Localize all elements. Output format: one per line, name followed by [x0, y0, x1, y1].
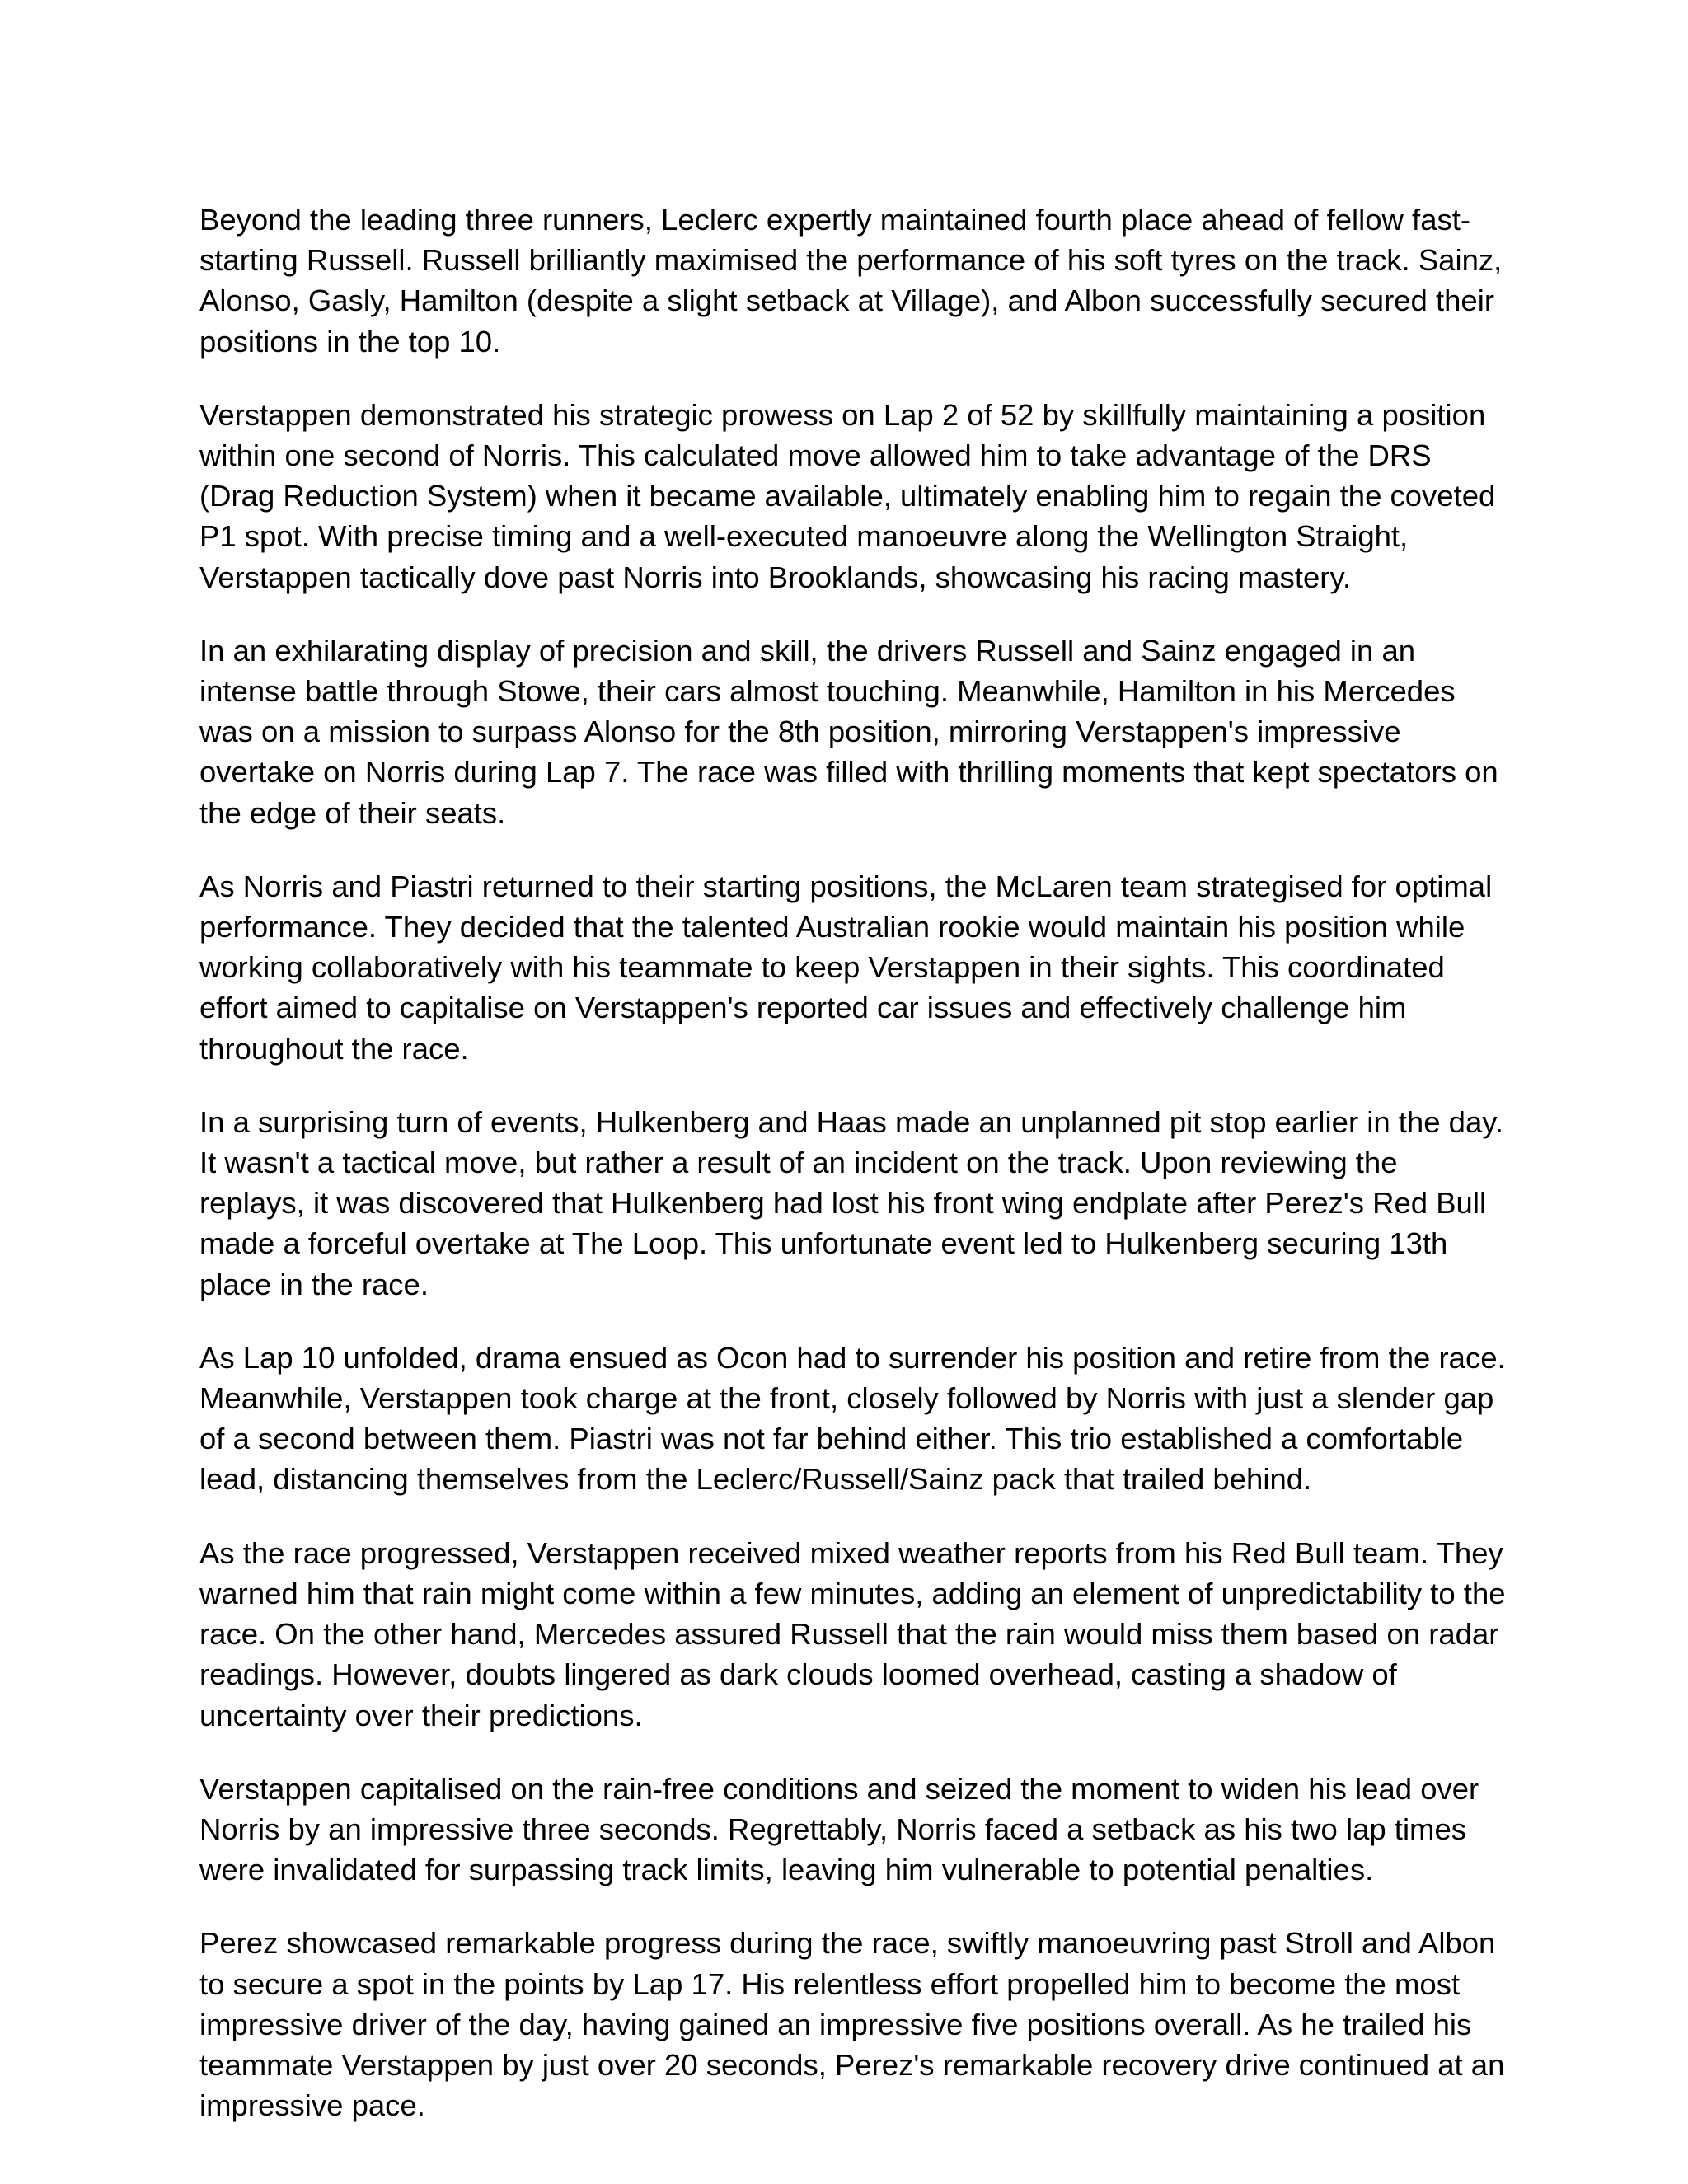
- paragraph-4: As Norris and Piastri returned to their starting positions, the McLaren team strategised for optimal performance. They decided that the talented Australian rookie would maintain his position while working collaboratively with his teammate to keep Verstappen in their sights. This coordinated effort aimed to capitalise on Verstappen's reported car issues and effectively challenge him throughout the race.: [199, 869, 1493, 1066]
- paragraph-2: Verstappen demonstrated his strategic prowess on Lap 2 of 52 by skillfully maintaining a position within one second of Norris. This calculated move allowed him to take advantage of the DRS (Drag Reduction System) when it became available, ultimately enabling him to regain the coveted P1 spot. With precise timing and a well-executed manoeuvre along the Wellington Straight, Verstappen tactically dove past Norris into Brooklands, showcasing his racing mastery.: [199, 397, 1496, 594]
- document-page: [199, 199, 1510, 2158]
- paragraph-9: Perez showcased remarkable progress during the race, swiftly manoeuvring past Stroll and Albon to secure a spot in the points by Lap 17. His relentless effort propelled him to become the most impressive driver of the day, having gained an impressive five positions overall. As he trailed his teammate Verstappen by just over 20 seconds, Perez's remarkable recovery drive continued at an impressive pace.: [199, 1926, 1505, 2123]
- paragraph-1: Beyond the leading three runners, Leclerc expertly maintained fourth place ahead of fellow fast-starting Russell. Russell brilliantly maximised the performance of his soft tyres on the track. Sainz, Alonso, Gasly, Hamilton (despite a slight setback at Village), and Albon successfully secured their positions in the top 10.: [199, 203, 1503, 359]
- paragraph-7: As the race progressed, Verstappen received mixed weather reports from his Red Bull team. They warned him that rain might come within a few minutes, adding an element of unpredictability to the race. On the other hand, Mercedes assured Russell that the rain would miss them based on radar readings. However, doubts lingered as dark clouds loomed overhead, casting a shadow of uncertainty over their predictions.: [199, 1535, 1506, 1732]
- paragraph-5: In a surprising turn of events, Hulkenberg and Haas made an unplanned pit stop earlier in the day. It wasn't a tactical move, but rather a result of an incident on the track. Upon reviewing the replays, it was discovered that Hulkenberg had lost his front wing endplate after Perez's Red Bull made a forceful overtake at The Loop. This unfortunate event led to Hulkenberg securing 13th place in the race.: [199, 1104, 1503, 1301]
- paragraph-3: In an exhilarating display of precision and skill, the drivers Russell and Sainz engaged in an intense battle through Stowe, their cars almost touching. Meanwhile, Hamilton in his Mercedes was on a mission to surpass Alonso for the 8th position, mirroring Verstappen's impressive overtake on Norris during Lap 7. The race was filled with thrilling moments that kept spectators on the edge of their seats.: [199, 633, 1498, 830]
- paragraph-8: Verstappen capitalised on the rain-free conditions and seized the moment to widen his lead over Norris by an impressive three seconds. Regrettably, Norris faced a setback as his two lap times were invalidated for surpassing track limits, leaving him vulnerable to potential penalties.: [199, 1771, 1479, 1887]
- paragraph-6: As Lap 10 unfolded, drama ensued as Ocon had to surrender his position and retire from the race. Meanwhile, Verstappen took charge at the front, closely followed by Norris with just a slender gap of a second between them. Piastri was not far behind either. This trio established a comfortable lead, distancing themselves from the Leclerc/Russell/Sainz pack that trailed behind.: [199, 1340, 1506, 1497]
